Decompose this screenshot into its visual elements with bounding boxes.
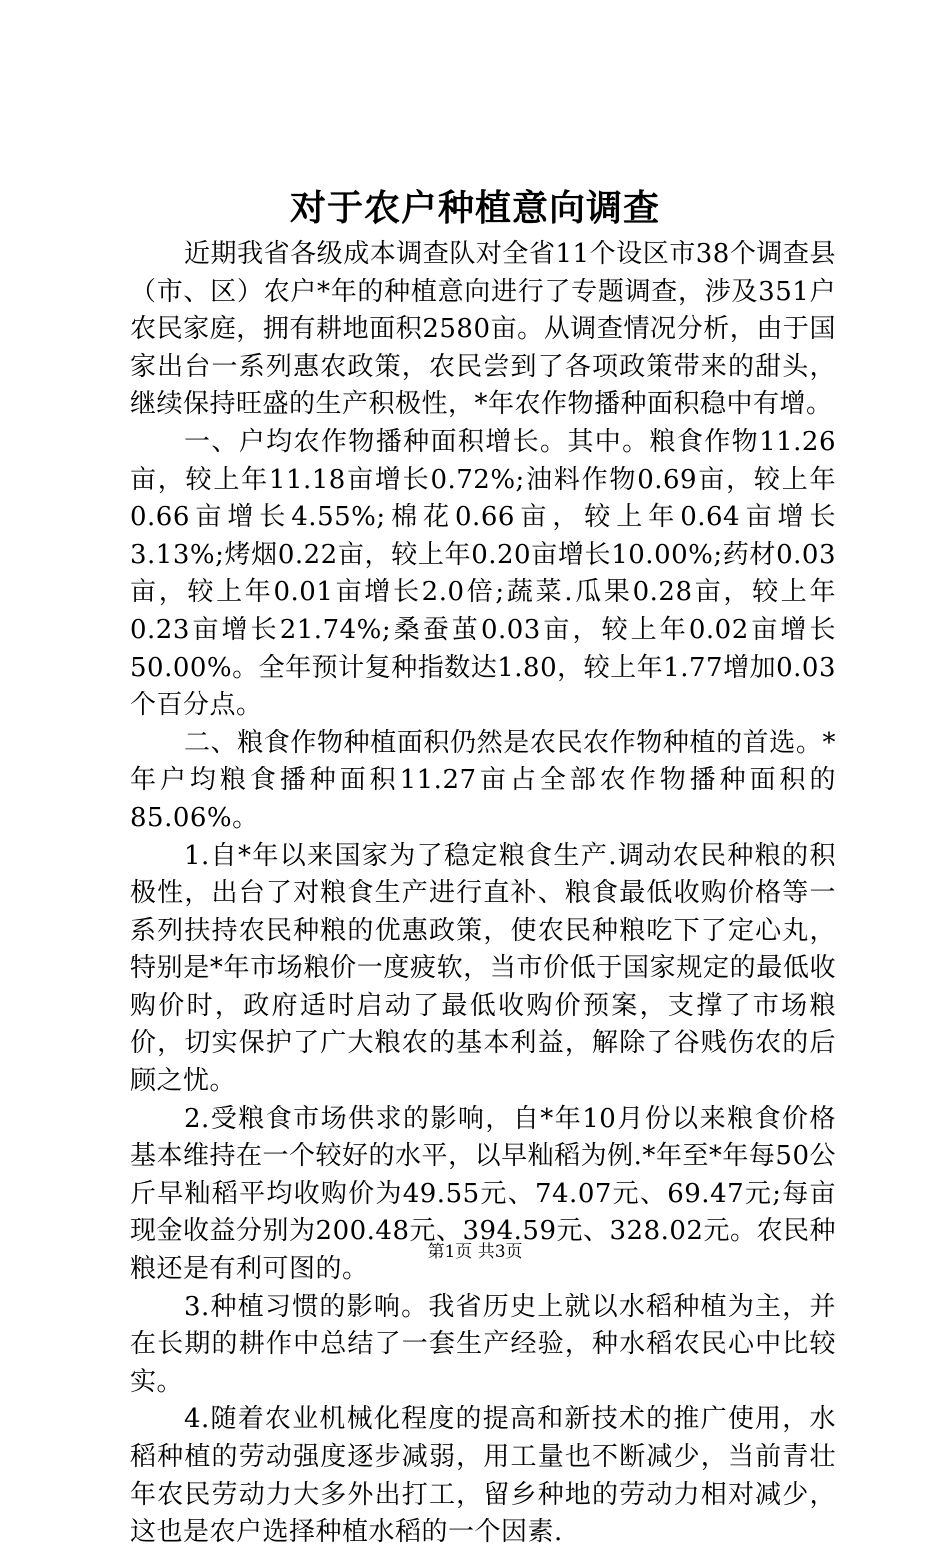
page-number-footer: 第1页 共3页 xyxy=(427,1242,523,1262)
document-body xyxy=(130,236,836,1552)
paragraph-item-3: 3.种植习惯的影响。我省历史上就以水稻种植为主，并在长期的耕作中总结了一套生产经验，种水稻农民心中比较实。 xyxy=(130,1291,836,1397)
paragraph-item-1: 1.自*年以来国家为了稳定粮食生产.调动农民种粮的积极性，出台了对粮食生产进行直补、粮食最低收购价格等一系列扶持农民种粮的优惠政策，使农民种粮吃下了定心丸，特别是*年市场粮价一度疲软，当市价低于国家规定的最低收购价时，政府适时启动了最低收购价预案，支撑了市场粮价，切实保护了广大粮农的基本利益，解除了谷贱伤农的后顾之忧。 xyxy=(130,840,836,1097)
paragraph-intro: 近期我省各级成本调查队对全省11个设区市38个调查县（市、区）农户*年的种植意向进行了专题调查，涉及351户农民家庭，拥有耕地面积2580亩。从调查情况分析，由于国家出台一系列惠农政策，农民尝到了各项政策带来的甜头，继续保持旺盛的生产积极性，*年农作物播种面积稳中有增。 xyxy=(130,239,836,420)
paragraph-item-2: 2.受粮食市场供求的影响，自*年10月份以来粮食价格基本维持在一个较好的水平，以早籼稻为例.*年至*年每50公斤早籼稻平均收购价为49.55元、74.07元、69.47元;每亩现金收益分别为200.48元、394.59元、328.02元。农民种粮还是有利可图的。 xyxy=(130,1103,836,1285)
paragraph-section-1: 一、户均农作物播种面积增长。其中。粮食作物11.26亩，较上年11.18亩增长0.72%;油料作物0.69亩，较上年0.66亩增长4.55%;棉花0.66亩，较上年0.64亩增长3.13%;烤烟0.22亩，较上年0.20亩增长10.00%;药材0.03亩，较上年0.01亩增长2.0倍;蔬菜.瓜果0.28亩，较上年0.23亩增长21.74%;桑蚕茧0.03亩，较上年0.02亩增长50.00%。全年预计复种指数达1.80，较上年1.77增加0.03个百分点。 xyxy=(130,426,836,721)
paragraph-item-4: 4.随着农业机械化程度的提高和新技术的推广使用，水稻种植的劳动强度逐步减弱，用工量也不断减少，当前青壮年农民劳动力大多外出打工，留乡种地的劳动力相对减少，这也是农户选择种植水稻的一个因素. xyxy=(130,1404,836,1548)
paragraph-section-2: 二、粮食作物种植面积仍然是农民农作物种植的首选。*年户均粮食播种面积11.27亩占全部农作物播种面积的85.06%。 xyxy=(130,727,836,833)
document-title: 对于农户种植意向调查 xyxy=(289,187,660,229)
